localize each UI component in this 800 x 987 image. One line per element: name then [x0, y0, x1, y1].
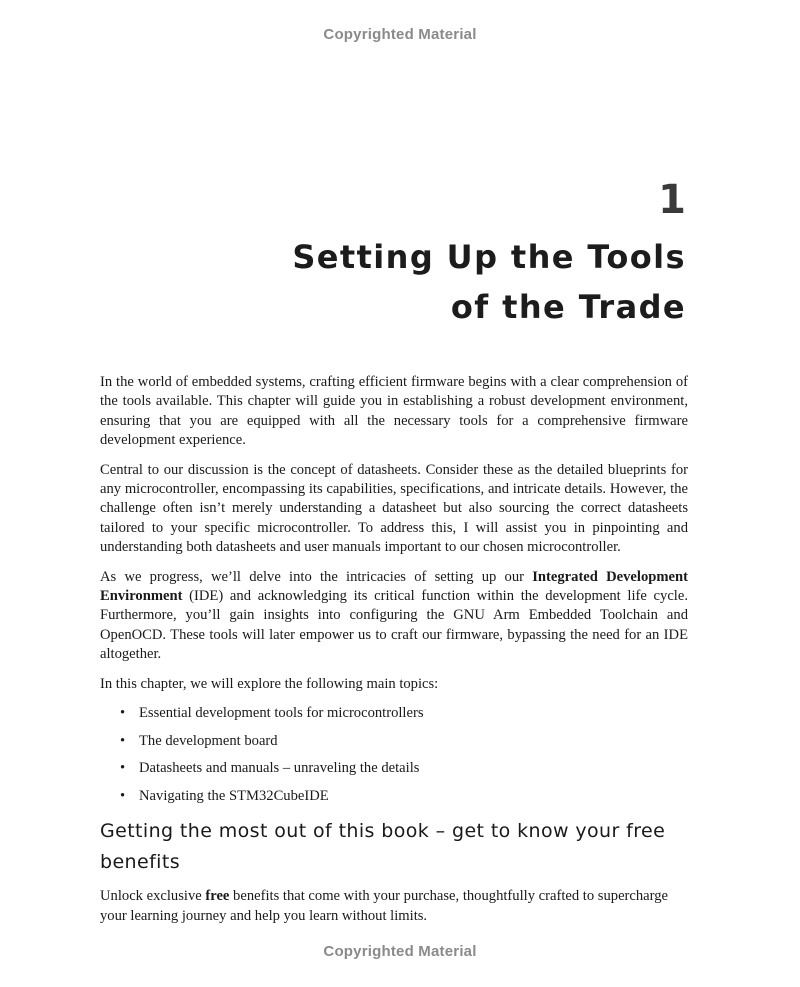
chapter-title [126, 232, 686, 332]
list-item: • The development board [120, 732, 688, 751]
chapter-title-line-2: of the Trade [450, 288, 686, 326]
copyright-watermark-bottom: Copyrighted Material [323, 943, 477, 960]
benefits-paragraph [100, 887, 688, 926]
chapter-title-line-1: Setting Up the Tools [292, 238, 686, 276]
intro-paragraph-3-text-start: As we progress, we’ll delve into the intricacies of setting up our [100, 568, 533, 585]
list-item: • Essential development tools for microcontrollers [120, 704, 688, 723]
list-item: • Datasheets and manuals – unraveling the details [120, 759, 688, 778]
topics-list [100, 704, 688, 806]
intro-paragraph-3-text-end: (IDE) and acknowledging its critical function within the development life cycle. Furthermore, you’ll gain insights into configuring the GNU Arm Embedded Toolchain and OpenOCD. These tools will later empower us to craft our firmware, bypassing the need for an IDE altogether. [100, 587, 688, 662]
list-item: • Navigating the STM32CubeIDE [120, 787, 688, 806]
intro-paragraph-1: In the world of embedded systems, crafting efficient firmware begins with a clear comprehension of the tools available. This chapter will guide you in establishing a robust development environment, ensuring that you are equipped with all the necessary tools for a comprehensive firmware development experience. [100, 374, 688, 448]
chapter-number: 1 [658, 177, 686, 223]
chapter-body [100, 373, 688, 936]
intro-paragraph-2: Central to our discussion is the concept of datasheets. Consider these as the detailed blueprints for any microcontroller, encompassing its capabilities, specifications, and intricate details. However, the challenge often isn’t merely understanding a datasheet but also sourcing the correct datasheets tailored to your specific microcontroller. To address this, I will assist you in pinpointing and understanding both datasheets and user manuals important to our chosen microcontroller. [100, 461, 688, 555]
copyright-watermark-top: Copyrighted Material [323, 26, 477, 43]
benefits-text-start: Unlock exclusive [100, 888, 206, 905]
free-term: free [205, 888, 230, 905]
section-heading: Getting the most out of this book – get to know your free benefits [100, 820, 666, 874]
ide-term: Integrated Development Environment [100, 568, 688, 604]
intro-paragraph-3 [100, 568, 688, 664]
intro-paragraph-4: In this chapter, we will explore the following main topics: [100, 675, 439, 692]
benefits-text-end: benefits that come with your purchase, thoughtfully crafted to supercharge your learning journey and help you learn without limits. [100, 888, 669, 924]
